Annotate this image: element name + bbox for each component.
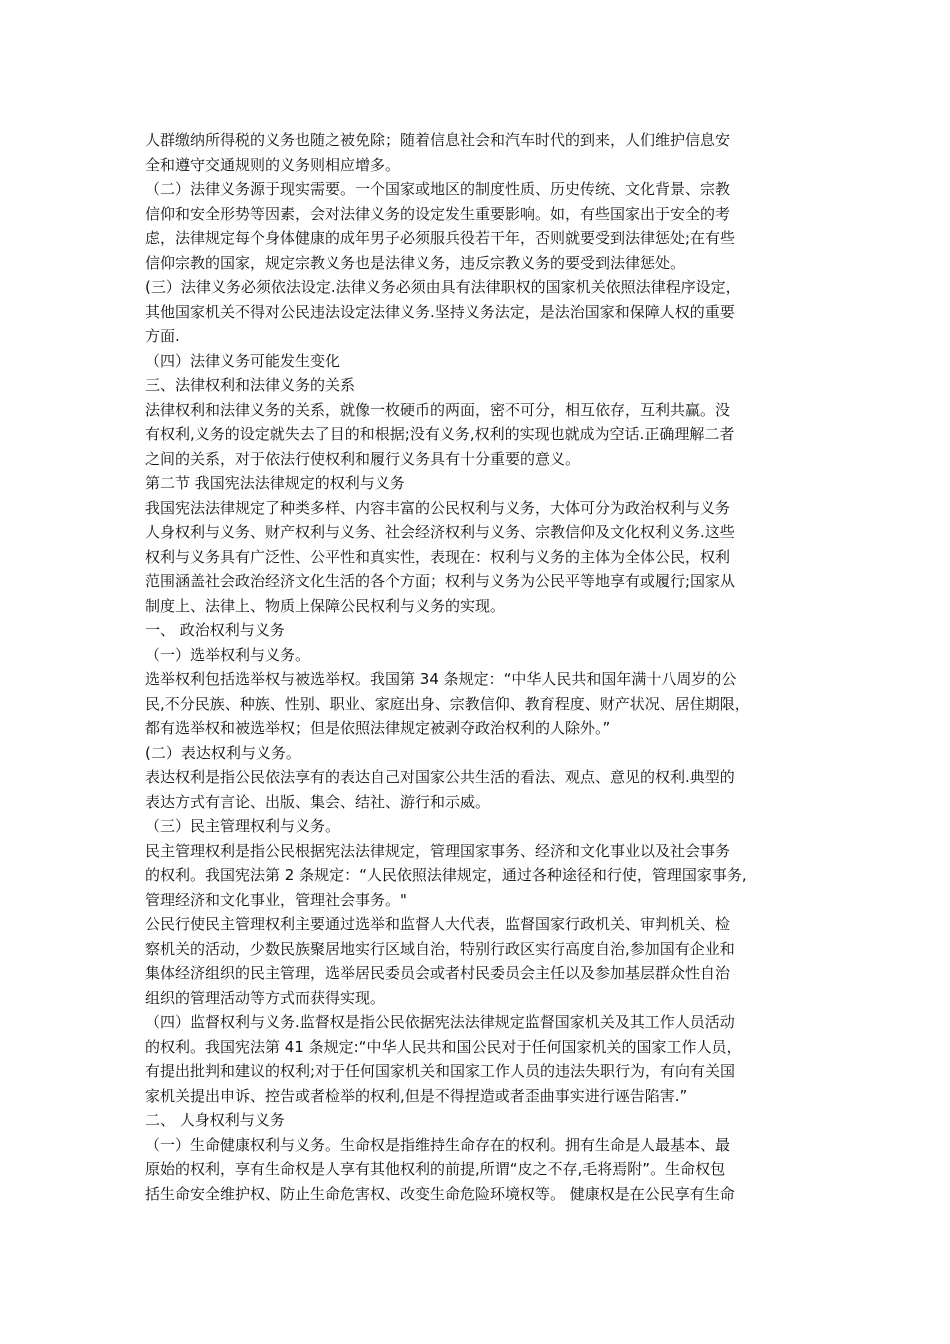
text-line: 之间的关系，对于依法行使权利和履行义务具有十分重要的意义。 <box>145 449 581 468</box>
text-line: （四）监督权利与义务.监督权是指公民依据宪法法律规定监督国家机关及其工作人员活动 <box>145 1013 735 1031</box>
text-line: 人群缴纳所得税的义务也随之被免除；随着信息社会和汽车时代的到来，人们维护信息安 <box>145 131 731 149</box>
text-line: 其他国家机关不得对公民违法设定法律义务.坚持义务法定，是法治国家和保障人权的重要 <box>145 302 735 321</box>
section-heading: （一）选举权利与义务。 <box>145 645 311 664</box>
text-line: 民,不分民族、种族、性别、职业、家庭出身、宗教信仰、教育程度、财产状况、居住期限， <box>145 694 750 713</box>
text-line: 有权利,义务的设定就失去了目的和根据;没有义务,权利的实现也就成为空话.正确理解二者 <box>145 425 735 443</box>
document-body <box>145 128 815 1206</box>
text-line: 信仰宗教的国家，规定宗教义务也是法律义务，违反宗教义务的要受到法律惩处。 <box>145 253 686 272</box>
text-line: 全和遵守交通规则的义务则相应增多。 <box>145 155 401 174</box>
text-line: 都有选举权和被选举权；但是依照法律规定被剥夺政治权利的人除外。” <box>145 719 611 737</box>
text-line: （一）生命健康权利与义务。生命权是指维持生命存在的权利。拥有生命是人最基本、最 <box>145 1135 731 1154</box>
text-line: (三）法律义务必须依法设定.法律义务必须由具有法律职权的国家机关依照法律程序设定， <box>145 278 741 296</box>
section-heading: （四）法律义务可能发生变化 <box>145 351 341 370</box>
section-heading: 第二节 我国宪法法律规定的权利与义务 <box>145 474 405 492</box>
text-line: 表达权利是指公民依法享有的表达自己对国家公共生活的看法、观点、意见的权利.典型的 <box>145 768 735 786</box>
text-line: 表达方式有言论、出版、集会、结社、游行和示威。 <box>145 792 491 811</box>
section-heading: (二）表达权利与义务。 <box>145 743 301 762</box>
text-line: 民主管理权利是指公民根据宪法法律规定，管理国家事务、经济和文化事业以及社会事务 <box>145 841 731 860</box>
section-heading: 二、 人身权利与义务 <box>145 1111 285 1129</box>
section-heading: 三、法律权利和法律义务的关系 <box>145 376 356 394</box>
text-line: 原始的权利，享有生命权是人享有其他权利的前提,所谓“皮之不存,毛将焉附”。生命权包 <box>145 1160 726 1178</box>
text-line: 信仰和安全形势等因素，会对法律义务的设定发生重要影响。如，有些国家出于安全的考 <box>145 204 731 223</box>
text-line: 的权利。我国宪法第 41 条规定:“中华人民共和国公民对于任何国家机关的国家工作人员， <box>145 1037 742 1056</box>
text-line: 括生命安全维护权、防止生命危害权、改变生命危险环境权等。 健康权是在公民享有生命 <box>145 1184 735 1203</box>
text-line: 家机关提出申诉、控告或者检举的权利,但是不得捏造或者歪曲事实进行诬告陷害.” <box>145 1086 688 1105</box>
text-line: 权利与义务具有广泛性、公平性和真实性，表现在：权利与义务的主体为全体公民，权利 <box>145 547 731 566</box>
section-heading: 一、 政治权利与义务 <box>145 621 285 639</box>
text-line: 法律权利和法律义务的关系，就像一枚硬币的两面，密不可分，相互依存，互利共赢。没 <box>145 400 731 419</box>
text-line: 虑，法律规定每个身体健康的成年男子必须服兵役若干年，否则就要受到法律惩处;在有些 <box>145 229 736 247</box>
text-line: 管理经济和文化事业，管理社会事务。" <box>145 890 407 909</box>
text-line: 公民行使民主管理权利主要通过选举和监督人大代表，监督国家行政机关、审判机关、检 <box>145 915 731 933</box>
text-line: 的权利。我国宪法第 2 条规定：“人民依照法律规定，通过各种途径和行使，管理国家事务, <box>145 866 747 884</box>
section-heading: （三）民主管理权利与义务。 <box>145 817 341 835</box>
text-line: 我国宪法法律规定了种类多样、内容丰富的公民权利与义务，大体可分为政治权利与义务 <box>145 498 731 517</box>
text-line: 察机关的活动，少数民族聚居地实行区域自治，特别行政区实行高度自治,参加国有企业和 <box>145 939 735 958</box>
text-line: 组织的管理活动等方式而获得实现。 <box>145 988 386 1007</box>
text-line: 人身权利与义务、财产权利与义务、社会经济权利与义务、宗教信仰及文化权利义务.这些 <box>145 523 735 541</box>
text-line: （二）法律义务源于现实需要。一个国家或地区的制度性质、历史传统、文化背景、宗教 <box>145 180 731 198</box>
text-line: 集体经济组织的民主管理，选举居民委员会或者村民委员会主任以及参加基层群众性自治 <box>145 964 731 982</box>
text-line: 有提出批判和建议的权利;对于任何国家机关和国家工作人员的违法失职行为，有向有关国 <box>145 1062 736 1080</box>
text-line: 范围涵盖社会政治经济文化生活的各个方面；权利与义务为公民平等地享有或履行;国家从 <box>145 572 736 590</box>
text-line: 选举权利包括选举权与被选举权。我国第 34 条规定：“中华人民共和国年满十八周岁的公 <box>145 670 737 688</box>
text-line: 制度上、法律上、物质上保障公民权利与义务的实现。 <box>145 596 506 615</box>
text-line: 方面. <box>145 327 180 345</box>
